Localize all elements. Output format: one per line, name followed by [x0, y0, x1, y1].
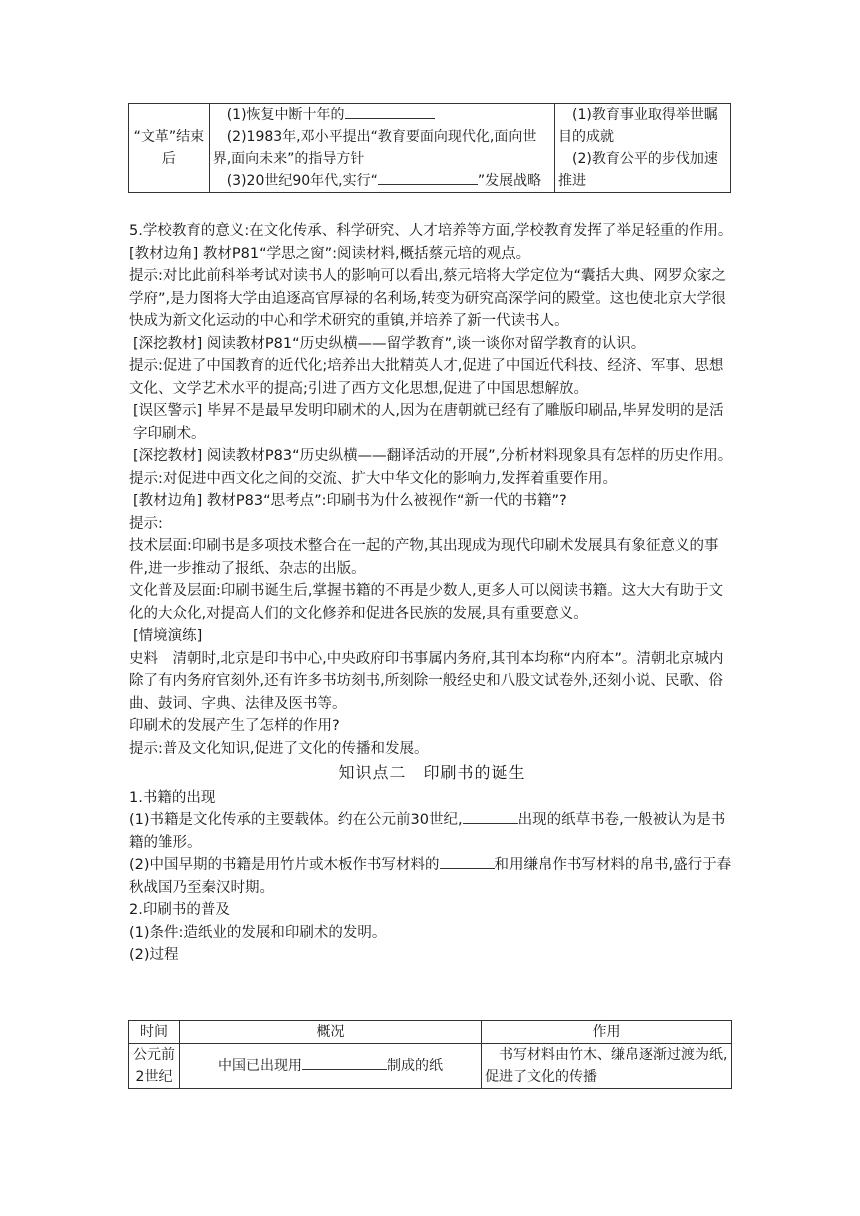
hint: 提示:对比此前科举考试对读书人的影响可以看出,蔡元培将大学定位为“囊括大典、网罗众家之学府”,是力图将大学由追逐高官厚禄的名利场,转变为研究高深学问的殿堂。这也使北京大学很快成为新文化运动的中心和学术研究的重镇,并培养了新一代读书人。 [129, 268, 727, 329]
subsection-title: 2.印刷书的普及 [129, 902, 230, 918]
measure-2: (2)1983年,邓小平提出“教育要面向现代化,面向世界,面向未来”的指导方针 [212, 129, 537, 167]
hint: 文化普及层面:印刷书诞生后,掌握书籍的不再是少数人,更多人可以阅读书籍。这大大有助于文化的大众化,对提高人们的文化修养和促进各民族的发展,具有重要意义。 [129, 583, 724, 622]
hint: 提示:对促进中西文化之间的交流、扩大中华文化的影响力,发挥着重要作用。 [129, 470, 617, 487]
paragraph: (1)书籍是文化传承的主要载体。约在公元前30世纪, 出现的纸草书卷,一般被认为是书籍的雏形。 [129, 809, 735, 854]
paragraph: 5.学校教育的意义:在文化传承、科学研究、人才培养等方面,学校教育发挥了举足轻重的作用。 [129, 223, 733, 239]
table-row [129, 1044, 732, 1089]
body-text [129, 220, 735, 967]
measures-cell [209, 104, 554, 193]
printing-table [128, 1020, 732, 1089]
misconception-warning: [误区警示] 毕昇不是最早发明印刷术的人,因为在唐朝就已经有了雕版印刷品,毕昇发明的是活字印刷术。 [133, 403, 724, 442]
scenario-question: 印刷术的发展产生了怎样的作用? [129, 718, 340, 734]
result-1: (1)教育事业取得举世瞩目的成就 [558, 107, 718, 145]
measure-3-post: ”发展战略 [477, 173, 542, 189]
measure-3-pre: (3)20世纪90年代,实行“ [226, 173, 378, 189]
paragraph: (2)中国早期的书籍是用竹片或木板作书写材料的 和用缣帛作书写材料的帛书,盛行于春秋战国乃至秦汉时期。 [129, 854, 735, 899]
answer-blank[interactable] [302, 1055, 387, 1070]
period-cell: “文革”结束后 [129, 104, 210, 193]
paragraph: (2)过程 [129, 947, 179, 963]
answer-blank[interactable] [440, 854, 495, 869]
answer-blank[interactable] [345, 104, 435, 119]
table-header: 时间 [129, 1021, 180, 1044]
time-cell: 公元前2世纪 [129, 1044, 180, 1089]
effect-cell: 书写材料由竹木、缣帛逐渐过渡为纸,促进了文化的传播 [482, 1044, 732, 1089]
answer-blank[interactable] [378, 170, 478, 185]
deep-textbook-question: [深挖教材] 阅读教材P81“历史纵横——留学教育”,谈一谈你对留学教育的认识。 [133, 335, 646, 352]
result-2: (2)教育公平的步伐加速推进 [558, 151, 718, 189]
hint: 技术层面:印刷书是多项技术整合在一起的产物,其出现成为现代印刷术发展具有象征意义的事件,进一步推动了报纸、杂志的出版。 [129, 538, 719, 577]
historical-material: 史料 清朝时,北京是印书中心,中央政府印书事属内务府,其刊本均称“内府本”。清朝北京城内除了有内务府官刻外,还有许多书坊刻书,所刻除一般经史和八股文试卷外,还刻小说、民歌、俗曲、鼓词、字典、法律及医书等。 [129, 650, 724, 712]
hint: 提示:普及文化知识,促进了文化的传播和发展。 [129, 740, 429, 757]
measure-1: (1)恢复中断十年的 [226, 107, 345, 123]
desc-cell: 中国已出现用 制成的纸 [180, 1044, 482, 1089]
subsection-title: 1.书籍的出现 [129, 789, 216, 806]
textbook-corner-question: [教材边角] 教材P81“学思之窗”:阅读材料,概括蔡元培的观点。 [129, 245, 531, 262]
table-header: 概况 [180, 1021, 482, 1044]
table-header-row [129, 1021, 732, 1044]
hint-label: 提示: [129, 515, 163, 532]
hint: 提示:促进了中国教育的近代化;培养出大批精英人才,促进了中国近代科技、经济、军事、思想文化、文学艺术水平的提高;引进了西方文化思想,促进了中国思想解放。 [129, 358, 724, 397]
scenario-label: [情境演练] [133, 628, 203, 644]
education-table [128, 103, 731, 193]
paragraph: (1)条件:造纸业的发展和印刷术的发明。 [129, 924, 387, 941]
results-cell [555, 104, 731, 193]
deep-textbook-question: [深挖教材] 阅读教材P83“历史纵横——翻译活动的开展”,分析材料现象具有怎样的历史作用。 [133, 448, 733, 464]
section-heading: 知识点二 印刷书的诞生 [338, 763, 526, 782]
answer-blank[interactable] [463, 809, 518, 824]
textbook-corner-question: [教材边角] 教材P83“思考点”:印刷书为什么被视作“新一代的书籍”? [133, 493, 567, 509]
table-header: 作用 [482, 1021, 732, 1044]
